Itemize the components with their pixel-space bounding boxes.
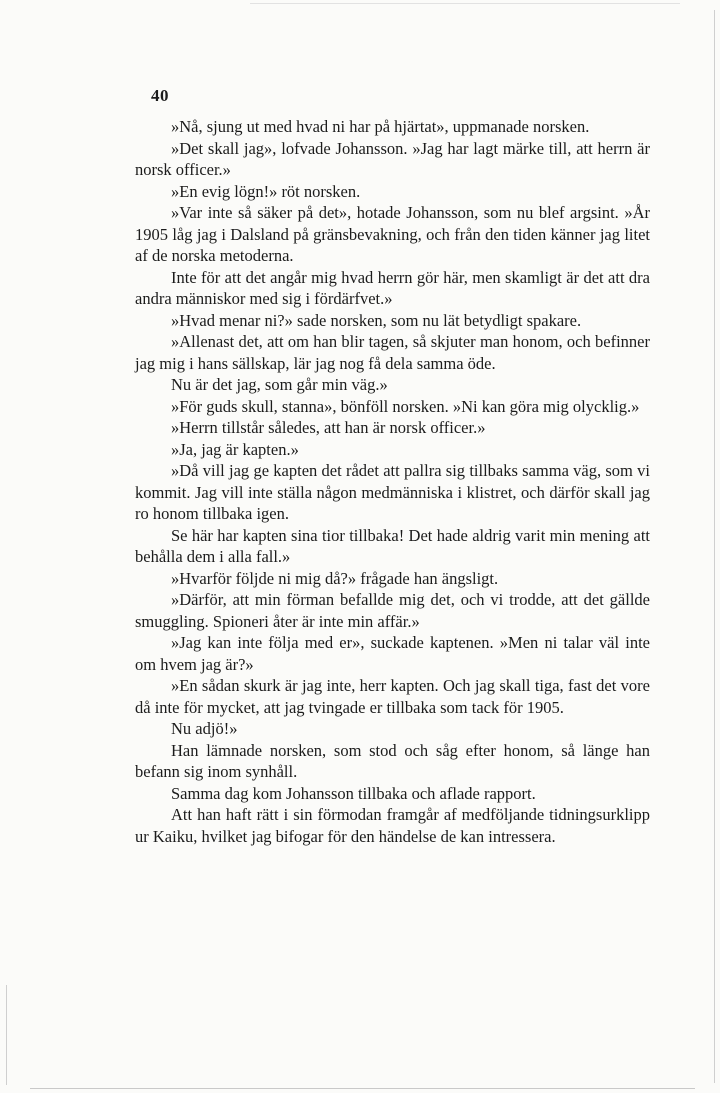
paragraph: »Hvad menar ni?» sade norsken, som nu lät betydligt spakare. [171,310,582,330]
paragraph: »Nå, sjung ut med hvad ni har på hjärtat», uppmanade norsken. [171,117,590,136]
paragraph: Att han haft rätt i sin förmodan framgår af medföljande tidningsurklipp ur Kaiku, hvilket jag bifogar för den händelse de kan intressera. [135,805,650,846]
paragraph: Nu adjö!» [171,719,238,738]
paragraph: Inte för att det angår mig hvad herrn gör här, men skamligt är det att dra andra människor med sig i fördärfvet.» [135,267,650,308]
page-number: 40 [151,86,169,105]
paragraph: »Herrn tillstår således, att han är norsk officer.» [171,418,486,437]
page-edge-right [714,10,715,1083]
paragraph: »Därför, att min förman befallde mig det, och vi trodde, att det gällde smuggling. Spioneri åter är inte min affär.» [135,590,650,631]
paragraph: »Var inte så säker på det», hotade Johansson, som nu blef argsint. »År 1905 låg jag i Dalsland på gränsbevakning, och från den tiden känner jag litet af de norska metoderna. [135,203,650,265]
page-edge-left [6,985,7,1085]
paragraph: »Ja, jag är kapten.» [171,439,299,459]
paragraph: Han lämnade norsken, som stod och såg efter honom, så länge han befann sig inom synhåll. [135,740,650,781]
paragraph: Samma dag kom Johansson tillbaka och aflade rapport. [171,783,536,803]
paragraph: »Jag kan inte följa med er», suckade kaptenen. »Men ni talar väl inte om hvem jag är?» [135,633,650,674]
paragraph: »En sådan skurk är jag inte, herr kapten. Och jag skall tiga, fast det vore då inte för mycket, att jag tvingade er tillbaka som tack för 1905. [135,676,650,717]
paragraph: »Då vill jag ge kapten det rådet att pallra sig tillbaks samma väg, som vi kommit. Jag vill inte ställa någon medmänniska i klistret, och därför skall jag ro honom tillbaka igen. [135,461,650,523]
page-edge-bottom [30,1088,695,1089]
paragraph: »En evig lögn!» röt norsken. [171,181,361,201]
paragraph: »Det skall jag», lofvade Johansson. »Jag har lagt märke till, att herrn är norsk officer.» [135,138,650,179]
paragraph: »Allenast det, att om han blir tagen, så skjuter man honom, och befinner jag mig i hans sällskap, lär jag nog få dela samma öde. [135,332,650,373]
page-edge-top [250,3,680,4]
paragraph: »Hvarför följde ni mig då?» frågade han ängsligt. [171,568,499,588]
body-text [135,116,650,847]
paragraph: Nu är det jag, som går min väg.» [171,375,388,394]
paragraph: Se här har kapten sina tior tillbaka! Det hade aldrig varit min mening att behålla dem i alla fall.» [135,525,650,566]
paragraph: »För guds skull, stanna», bönföll norsken. »Ni kan göra mig olycklig.» [171,396,640,416]
